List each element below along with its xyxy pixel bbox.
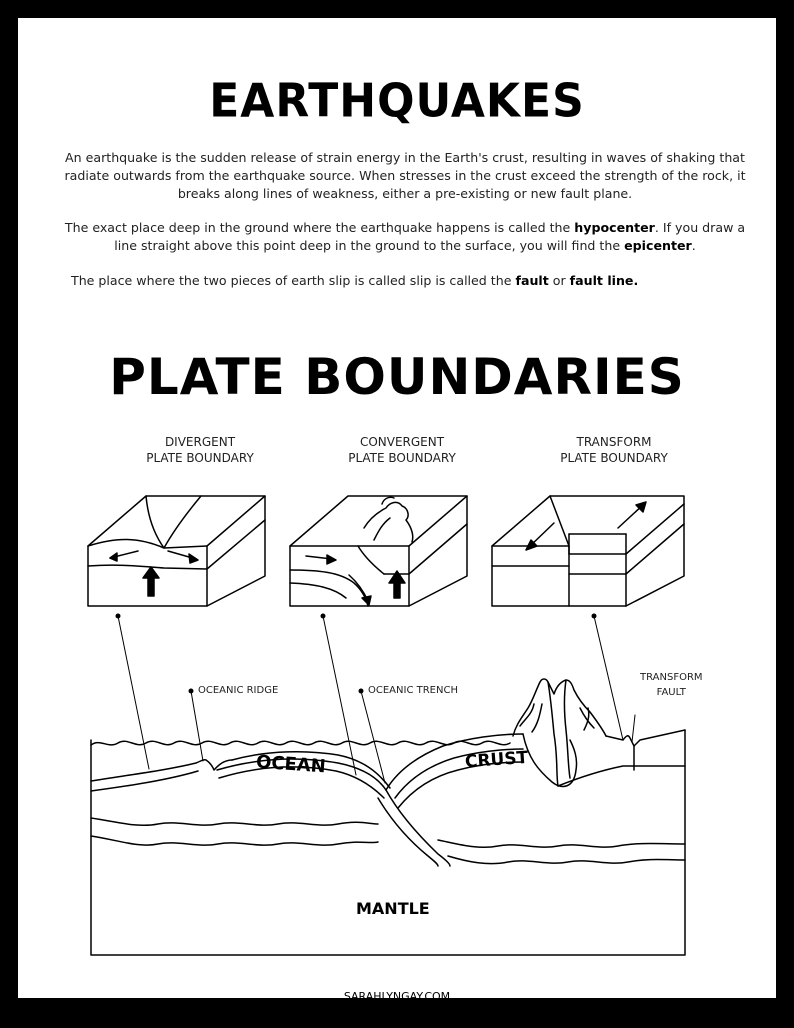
crust-label: CRUST <box>464 747 529 773</box>
worksheet-page <box>18 18 776 1003</box>
term-hypocenter: hypocenter <box>574 220 655 235</box>
ocean-label: OCEAN <box>255 751 327 778</box>
transform-block-diagram <box>492 496 684 606</box>
divergent-label-line1: DIVERGENT <box>164 435 236 449</box>
mantle-label: MANTLE <box>356 899 430 918</box>
transform-fault-label <box>640 670 703 700</box>
paragraph-2-text-b: . If you draw a line straight above this point deep in the ground to the surface, you will find the <box>114 220 746 253</box>
paragraph-2-text-c: . <box>691 238 696 253</box>
transform-label-line1: TRANSFORM <box>576 435 652 449</box>
paragraph-2-text-a: The exact place deep in the ground where the earthquake happens is called the <box>64 220 575 235</box>
oceanic-trench-label: OCEANIC TRENCH <box>368 685 458 696</box>
footer-website: SARAHLYNGAY.COM <box>343 990 451 1003</box>
term-fault-line: fault line. <box>569 273 639 288</box>
term-fault: fault <box>515 273 549 288</box>
convergent-block-diagram <box>290 496 467 606</box>
paragraph-3-text-a: The place where the two pieces of earth slip is called slip is called the <box>71 273 516 288</box>
divergent-label-line2: PLATE BOUNDARY <box>146 451 254 465</box>
transform-fault-label-line1: TRANSFORM <box>640 672 703 683</box>
divergent-block-diagram <box>88 496 265 606</box>
transform-fault-label-line2: FAULT <box>656 687 686 698</box>
oceanic-ridge-label: OCEANIC RIDGE <box>198 685 279 696</box>
term-epicenter: epicenter <box>624 238 692 253</box>
page-title: EARTHQUAKES <box>209 74 585 129</box>
paragraph-3-text-b: or <box>548 273 570 288</box>
convergent-label-line2: PLATE BOUNDARY <box>348 451 456 465</box>
transform-label-line2: PLATE BOUNDARY <box>560 451 668 465</box>
section-title: PLATE BOUNDARIES <box>109 348 685 406</box>
plate-boundaries-diagram <box>18 18 776 998</box>
intro-paragraph-1: An earthquake is the sudden release of strain energy in the Earth's crust, resulting in waves of shaking that radiate outwards from the earthquake source. When stresses in the crust exceed the strength of the rock, it breaks along lines of weakness, either a pre-existing or new fault plane. <box>64 150 746 201</box>
convergent-label-line1: CONVERGENT <box>359 435 445 449</box>
